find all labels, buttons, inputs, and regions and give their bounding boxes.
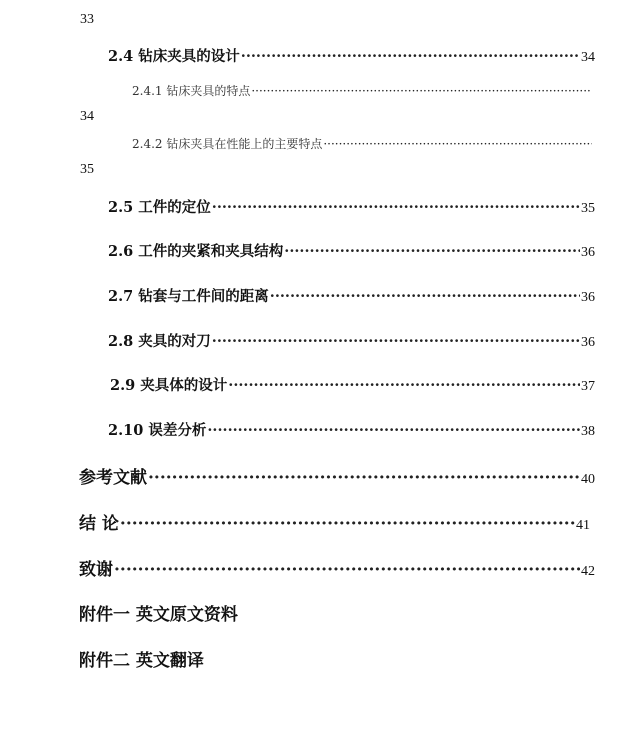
toc-entry-2-8[interactable] <box>108 330 595 351</box>
toc-page-number: 34 <box>581 50 595 65</box>
toc-wrap-page-number: 35 <box>80 162 94 177</box>
dot-leader <box>207 422 580 439</box>
toc-entry-2-6[interactable] <box>108 240 595 261</box>
toc-entry-2-10[interactable] <box>108 419 595 440</box>
dot-leader <box>212 199 580 216</box>
dot-leader <box>251 84 592 98</box>
toc-page-number: 42 <box>581 564 595 579</box>
toc-entry-references[interactable] <box>79 463 595 488</box>
dot-leader <box>114 560 580 580</box>
toc-page-number: 35 <box>581 201 595 216</box>
toc-page-number: 36 <box>581 335 595 350</box>
toc-entry-label: 致谢 <box>79 560 113 580</box>
dot-leader <box>120 514 575 534</box>
toc-entry-acknowledgements[interactable] <box>79 555 595 580</box>
toc-wrap-page-number: 34 <box>80 109 94 124</box>
dot-leader <box>284 243 580 260</box>
dot-leader <box>148 468 580 488</box>
toc-entry-conclusion[interactable] <box>79 509 590 534</box>
toc-entry-2-9[interactable] <box>110 374 595 395</box>
toc-entry-label: 2.6 工件的夹紧和夹具结构 <box>108 243 284 260</box>
toc-entry-2-5[interactable] <box>108 196 595 217</box>
toc-entry-label: 参考文献 <box>79 468 147 488</box>
toc-page-number: 40 <box>581 472 595 487</box>
toc-entry-label: 结 论 <box>79 514 119 534</box>
toc-entry-label: 2.4.1 钻床夹具的特点 <box>132 84 251 98</box>
toc-entry-label: 2.7 钻套与工件间的距离 <box>108 288 269 305</box>
dot-leader <box>241 48 580 65</box>
toc-page-number: 41 <box>576 518 590 533</box>
toc-entry-2-4-1[interactable] <box>132 82 593 99</box>
toc-entry-2-4-2[interactable] <box>132 135 593 152</box>
toc-entry-appendix-1[interactable]: 附件一 英文原文资料 <box>79 605 238 625</box>
dot-leader <box>228 377 580 394</box>
toc-entry-label: 2.5 工件的定位 <box>108 199 211 216</box>
toc-page-number: 38 <box>581 424 595 439</box>
toc-page-number: 37 <box>581 379 595 394</box>
toc-entry-label: 2.9 夹具体的设计 <box>110 377 228 394</box>
dot-leader <box>270 288 580 305</box>
toc-wrap-page-number: 33 <box>80 12 94 27</box>
dot-leader <box>323 137 592 151</box>
toc-entry-2-7[interactable] <box>108 285 595 306</box>
toc-page-number: 36 <box>581 290 595 305</box>
toc-entry-2-4[interactable] <box>108 45 595 66</box>
toc-entry-appendix-2[interactable]: 附件二 英文翻译 <box>79 651 204 671</box>
dot-leader <box>212 333 580 350</box>
toc-entry-label: 2.8 夹具的对刀 <box>108 333 211 350</box>
toc-entry-label: 2.10 误差分析 <box>108 422 207 439</box>
toc-entry-label: 2.4.2 钻床夹具在性能上的主要特点 <box>132 137 323 151</box>
toc-entry-label: 2.4 钻床夹具的设计 <box>108 48 240 65</box>
toc-page-number: 36 <box>581 245 595 260</box>
